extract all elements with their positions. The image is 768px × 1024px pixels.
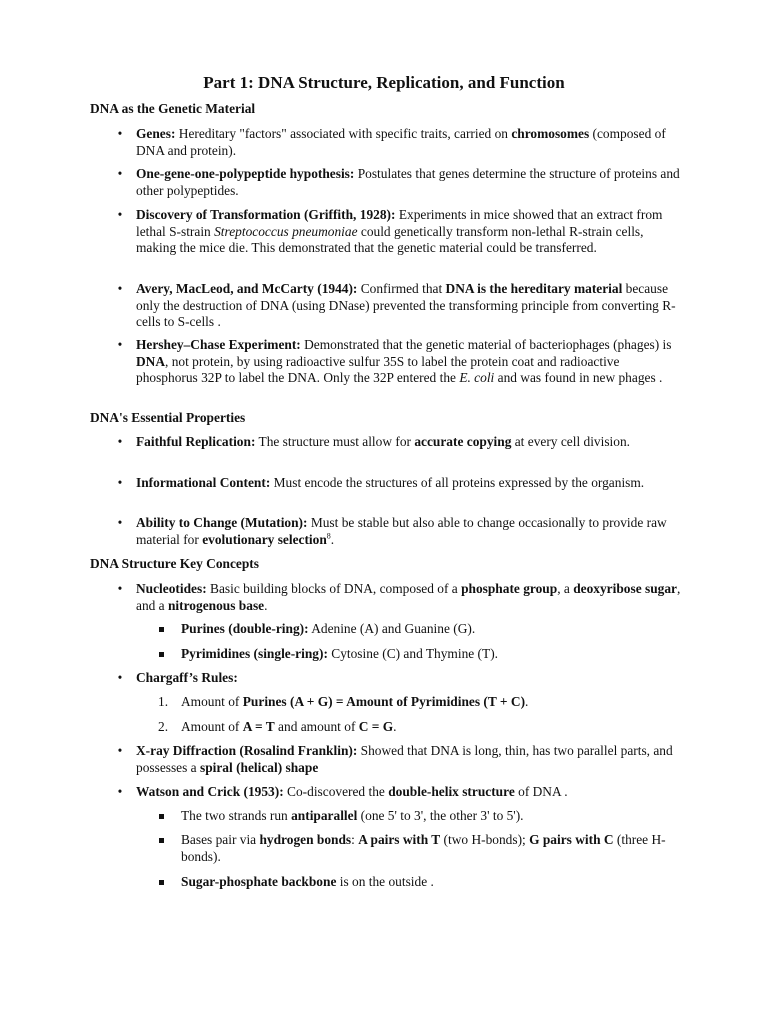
- list-item-pyrimidines: Pyrimidines (single-ring): Cytosine (C) and Thymine (T).: [181, 646, 499, 661]
- list-item-avery: Avery, MacLeod, and McCarty (1944): Confirmed that DNA is the hereditary material because only the destruction of DNA (using DNase) prevented the transforming principle from converting R-cells to S-cells .: [136, 281, 676, 329]
- list-item-backbone: Sugar-phosphate backbone is on the outside .: [181, 874, 434, 889]
- list-item-base-pairing: Bases pair via hydrogen bonds: A pairs with T (two H-bonds); G pairs with C (three H-bonds).: [181, 832, 666, 864]
- list-number: 1.: [158, 694, 169, 709]
- square-bullet-icon: [158, 646, 166, 652]
- bullet-icon: •: [117, 337, 123, 352]
- page-title: Part 1: DNA Structure, Replication, and Function: [203, 73, 565, 92]
- list-item-chargaff: Chargaff’s Rules:: [136, 670, 238, 685]
- list-item-xray-diffraction: X-ray Diffraction (Rosalind Franklin): Showed that DNA is long, thin, has two parallel parts, and possesses a spiral (helical) shape: [136, 743, 673, 775]
- list-item-purines: Purines (double-ring): Adenine (A) and Guanine (G).: [181, 621, 476, 636]
- list-item-informational-content: Informational Content: Must encode the structures of all proteins expressed by the organism.: [136, 475, 645, 490]
- square-bullet-icon: [158, 808, 166, 814]
- bullet-icon: •: [117, 581, 123, 596]
- list-item-faithful-replication: Faithful Replication: The structure must allow for accurate copying at every cell division.: [136, 434, 631, 449]
- bullet-icon: •: [117, 207, 123, 222]
- list-item-chargaff-rule-1: Amount of Purines (A + G) = Amount of Pyrimidines (T + C).: [181, 694, 529, 709]
- bullet-icon: •: [117, 126, 123, 141]
- list-number: 2.: [158, 719, 169, 734]
- bullet-icon: •: [117, 475, 123, 490]
- square-bullet-icon: [158, 874, 166, 880]
- bullet-icon: •: [117, 166, 123, 181]
- list-item-genes: Genes: Hereditary "factors" associated with specific traits, carried on chromosomes (composed of DNA and protein).: [136, 126, 666, 158]
- bullet-icon: •: [117, 434, 123, 449]
- list-item-one-gene-hypothesis: One-gene-one-polypeptide hypothesis: Postulates that genes determine the structure of proteins and other polypeptides.: [136, 166, 680, 198]
- section-heading-structure: DNA Structure Key Concepts: [90, 556, 259, 571]
- bullet-icon: •: [117, 784, 123, 799]
- list-item-chargaff-rule-2: Amount of A = T and amount of C = G.: [181, 719, 397, 734]
- list-item-watson-crick: Watson and Crick (1953): Co-discovered the double-helix structure of DNA .: [136, 784, 568, 799]
- section-heading-properties: DNA's Essential Properties: [90, 410, 246, 425]
- list-item-griffith: Discovery of Transformation (Griffith, 1928): Experiments in mice showed that an extract from lethal S-strain Streptococcus pneumoniae could genetically transform non-lethal R-strain cells, making the mice die. This demonstrated that the genetic material could be transferred.: [136, 207, 663, 255]
- bullet-icon: •: [117, 670, 123, 685]
- list-item-nucleotides: Nucleotides: Basic building blocks of DNA, composed of a phosphate group, a deoxyribose sugar, and a nitrogenous base.: [136, 581, 681, 613]
- square-bullet-icon: [158, 621, 166, 627]
- list-item-hershey-chase: Hershey–Chase Experiment: Demonstrated that the genetic material of bacteriophages (phages) is DNA, not protein, by using radioactive sulfur 35S to label the protein coat and radioactive phosphorus 32P to label the DNA. Only the 32P entered the E. coli and was found in new phages .: [136, 337, 672, 385]
- section-heading-genetic-material: DNA as the Genetic Material: [90, 101, 256, 116]
- list-item-ability-to-change: Ability to Change (Mutation): Must be stable but also able to change occasionally to provide raw material for evolutionary selection$^8$.: [136, 515, 667, 547]
- bullet-icon: •: [117, 515, 123, 530]
- list-item-antiparallel: The two strands run antiparallel (one 5' to 3', the other 3' to 5').: [181, 808, 524, 823]
- bullet-icon: •: [117, 743, 123, 758]
- square-bullet-icon: [158, 832, 166, 838]
- bullet-icon: •: [117, 281, 123, 296]
